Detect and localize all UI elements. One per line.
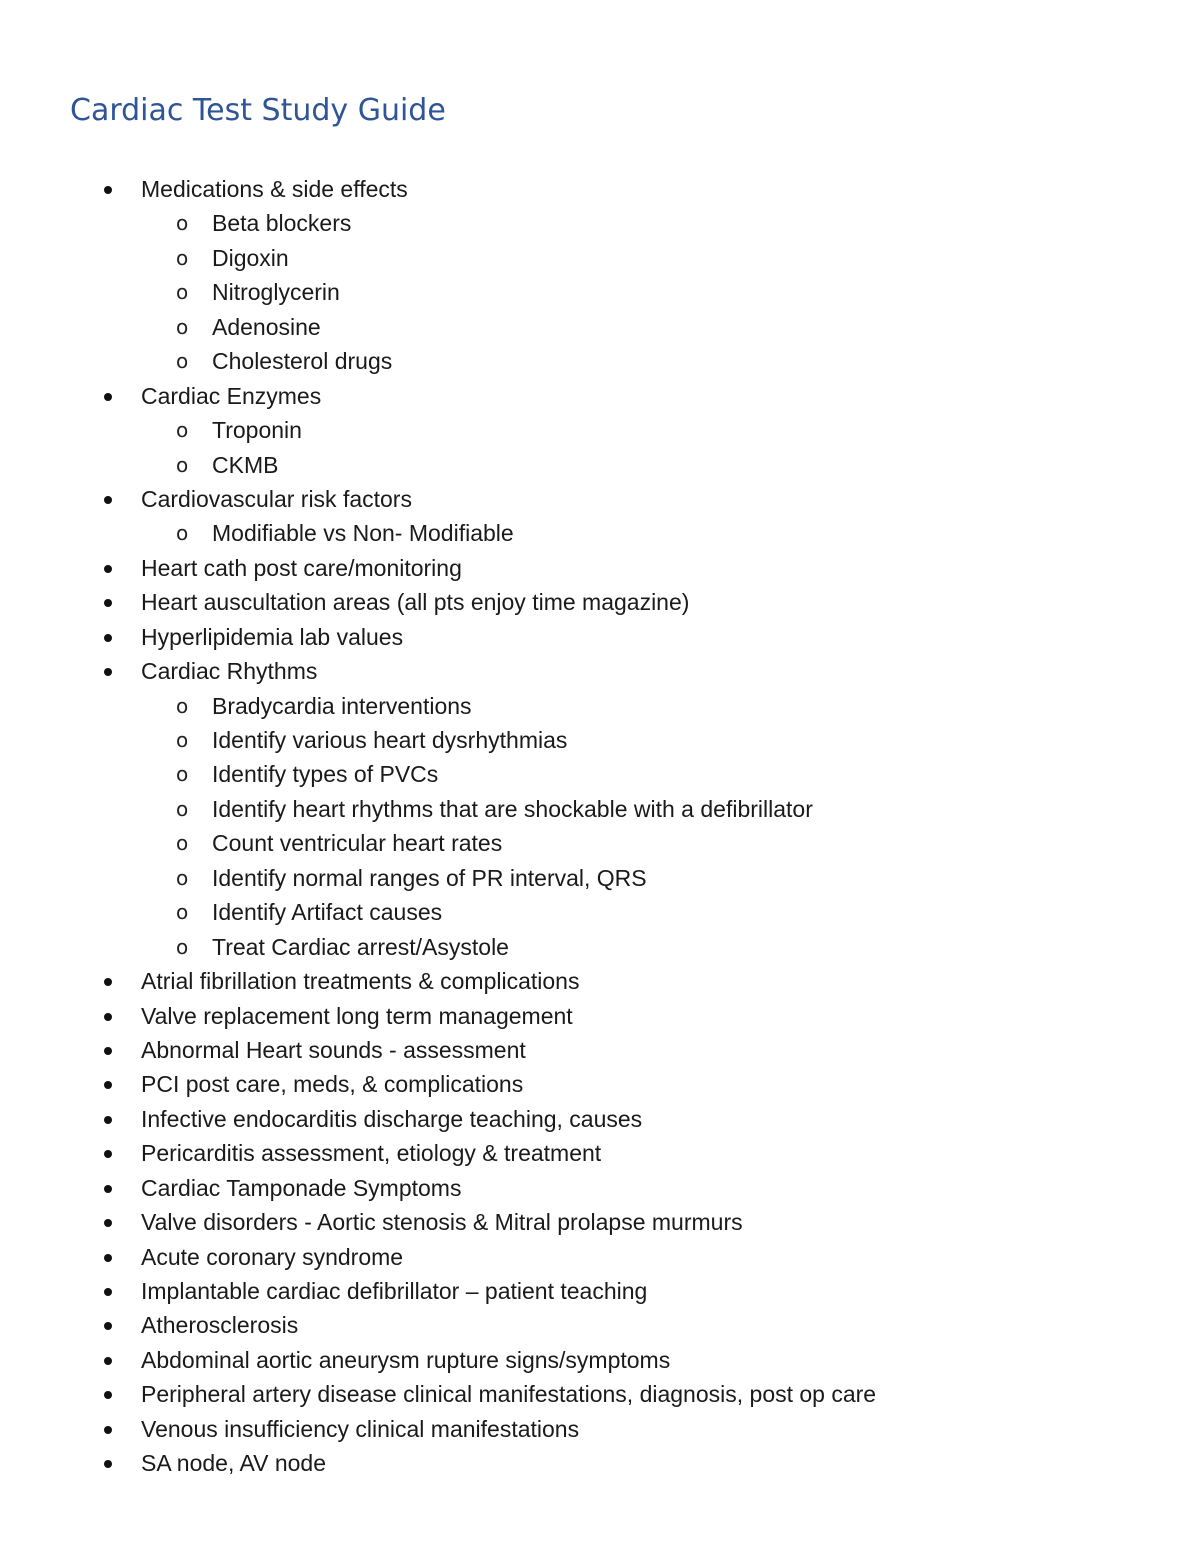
topic-text: PCI post care, meds, & complications <box>141 1071 524 1098</box>
topic-text: Cardiac Tamponade Symptoms <box>141 1174 462 1201</box>
document-title: Cardiac Test Study Guide <box>70 93 446 128</box>
bullet-circle-icon: o <box>176 418 189 443</box>
topic-text: Abdominal aortic aneurysm rupture signs/symptoms <box>141 1346 671 1373</box>
topic-item <box>0 1205 1200 1239</box>
subtopic-item <box>0 757 1200 791</box>
bullet-circle-icon: o <box>176 452 189 477</box>
topic-item <box>0 1308 1200 1342</box>
topic-item <box>0 1067 1200 1101</box>
subtopic-item <box>0 723 1200 757</box>
subtopic-item <box>0 861 1200 895</box>
bullet-circle-icon: o <box>176 728 189 752</box>
topic-item <box>0 585 1200 619</box>
subtopic-item <box>0 413 1200 447</box>
topic-text: Atherosclerosis <box>141 1312 299 1339</box>
subtopic-item <box>0 206 1200 240</box>
topic-item <box>0 379 1200 413</box>
bullet-circle-icon: o <box>176 211 189 236</box>
subtopic-item <box>0 241 1200 275</box>
topic-text: Heart auscultation areas (all pts enjoy time magazine) <box>141 589 690 616</box>
topic-text: Abnormal Heart sounds - assessment <box>141 1036 526 1063</box>
topic-item <box>0 999 1200 1033</box>
subtopic-text: Identify normal ranges of PR interval, QRS <box>212 864 647 891</box>
topic-text: Cardiac Rhythms <box>141 658 318 685</box>
bullet-dot-icon <box>104 1343 116 1377</box>
subtopic-text: Identify heart rhythms that are shockable with a defibrillator <box>212 795 813 822</box>
bullet-circle-icon: o <box>176 762 189 787</box>
topic-item <box>0 1446 1200 1480</box>
topic-item <box>0 654 1200 688</box>
bullet-circle-icon: o <box>176 521 189 546</box>
bullet-circle-icon: o <box>176 693 189 718</box>
bullet-dot-icon <box>104 1136 116 1170</box>
subtopic-item <box>0 826 1200 860</box>
bullet-circle-icon: o <box>176 831 189 856</box>
subtopic-text: Nitroglycerin <box>212 279 340 306</box>
bullet-circle-icon: o <box>176 314 189 339</box>
bullet-dot-icon <box>104 1033 116 1067</box>
topic-text: Heart cath post care/monitoring <box>141 554 462 581</box>
topic-item <box>0 482 1200 516</box>
bullet-dot-icon <box>104 1205 116 1239</box>
bullet-circle-icon: o <box>176 865 189 890</box>
bullet-dot-icon <box>104 964 116 998</box>
bullet-dot-icon <box>104 551 116 585</box>
subtopic-text: Identify types of PVCs <box>212 761 439 788</box>
bullet-dot-icon <box>104 654 116 688</box>
bullet-circle-icon: o <box>176 349 189 374</box>
subtopic-item <box>0 310 1200 344</box>
bullet-dot-icon <box>104 1274 116 1308</box>
topic-text: Valve disorders - Aortic stenosis & Mitral prolapse murmurs <box>141 1209 743 1236</box>
subtopic-text: Cholesterol drugs <box>212 348 393 375</box>
topic-item <box>0 1240 1200 1274</box>
study-topic-list <box>0 172 1200 1481</box>
topic-text: Atrial fibrillation treatments & complications <box>141 968 580 995</box>
subtopic-text: Identify Artifact causes <box>212 899 443 926</box>
subtopic-text: CKMB <box>212 451 279 478</box>
bullet-dot-icon <box>104 1412 116 1446</box>
bullet-dot-icon <box>104 1446 116 1480</box>
bullet-dot-icon <box>104 1102 116 1136</box>
topic-text: Valve replacement long term management <box>141 1002 573 1029</box>
subtopic-text: Treat Cardiac arrest/Asystole <box>212 933 509 960</box>
topic-item <box>0 1377 1200 1411</box>
topic-item <box>0 551 1200 585</box>
topic-text: Acute coronary syndrome <box>141 1243 404 1270</box>
topic-item <box>0 964 1200 998</box>
bullet-dot-icon <box>104 1240 116 1274</box>
topic-text: Medications & side effects <box>141 176 408 202</box>
topic-item <box>0 1412 1200 1446</box>
topic-text: Infective endocarditis discharge teaching, causes <box>141 1105 643 1132</box>
bullet-dot-icon <box>104 1171 116 1205</box>
topic-text: Implantable cardiac defibrillator – patient teaching <box>141 1278 648 1304</box>
subtopic-item <box>0 792 1200 826</box>
subtopic-text: Adenosine <box>212 313 321 340</box>
subtopic-text: Count ventricular heart rates <box>212 830 503 857</box>
subtopic-text: Troponin <box>212 417 302 444</box>
subtopic-text: Digoxin <box>212 244 289 271</box>
topic-item <box>0 1171 1200 1205</box>
subtopic-item <box>0 448 1200 482</box>
subtopic-text: Modifiable vs Non- Modifiable <box>212 520 514 547</box>
topic-item <box>0 1343 1200 1377</box>
subtopic-text: Identify various heart dysrhythmias <box>212 727 568 753</box>
topic-text: Peripheral artery disease clinical manifestations, diagnosis, post op care <box>141 1381 877 1408</box>
subtopic-item <box>0 344 1200 378</box>
subtopic-text: Bradycardia interventions <box>212 692 472 719</box>
bullet-dot-icon <box>104 1067 116 1101</box>
topic-item <box>0 172 1200 206</box>
bullet-dot-icon <box>104 1308 116 1342</box>
bullet-dot-icon <box>104 999 116 1033</box>
topic-text: SA node, AV node <box>141 1450 327 1477</box>
bullet-circle-icon: o <box>176 245 189 270</box>
topic-item <box>0 620 1200 654</box>
bullet-dot-icon <box>104 379 116 413</box>
bullet-circle-icon: o <box>176 934 189 959</box>
topic-text: Cardiovascular risk factors <box>141 485 412 512</box>
topic-text: Cardiac Enzymes <box>141 382 322 409</box>
bullet-dot-icon <box>104 585 116 619</box>
bullet-dot-icon <box>104 172 116 206</box>
topic-text: Hyperlipidemia lab values <box>141 623 404 650</box>
subtopic-item <box>0 895 1200 929</box>
bullet-circle-icon: o <box>176 280 189 305</box>
topic-text: Venous insufficiency clinical manifestations <box>141 1415 580 1442</box>
subtopic-item <box>0 516 1200 550</box>
topic-item <box>0 1274 1200 1308</box>
topic-text: Pericarditis assessment, etiology & treatment <box>141 1140 602 1167</box>
topic-item <box>0 1102 1200 1136</box>
subtopic-text: Beta blockers <box>212 210 352 237</box>
subtopic-item <box>0 275 1200 309</box>
bullet-circle-icon: o <box>176 900 189 925</box>
subtopic-item <box>0 689 1200 723</box>
bullet-circle-icon: o <box>176 796 189 821</box>
bullet-dot-icon <box>104 1377 116 1411</box>
bullet-dot-icon <box>104 620 116 654</box>
topic-item <box>0 1136 1200 1170</box>
topic-item <box>0 1033 1200 1067</box>
bullet-dot-icon <box>104 482 116 516</box>
subtopic-item <box>0 930 1200 964</box>
